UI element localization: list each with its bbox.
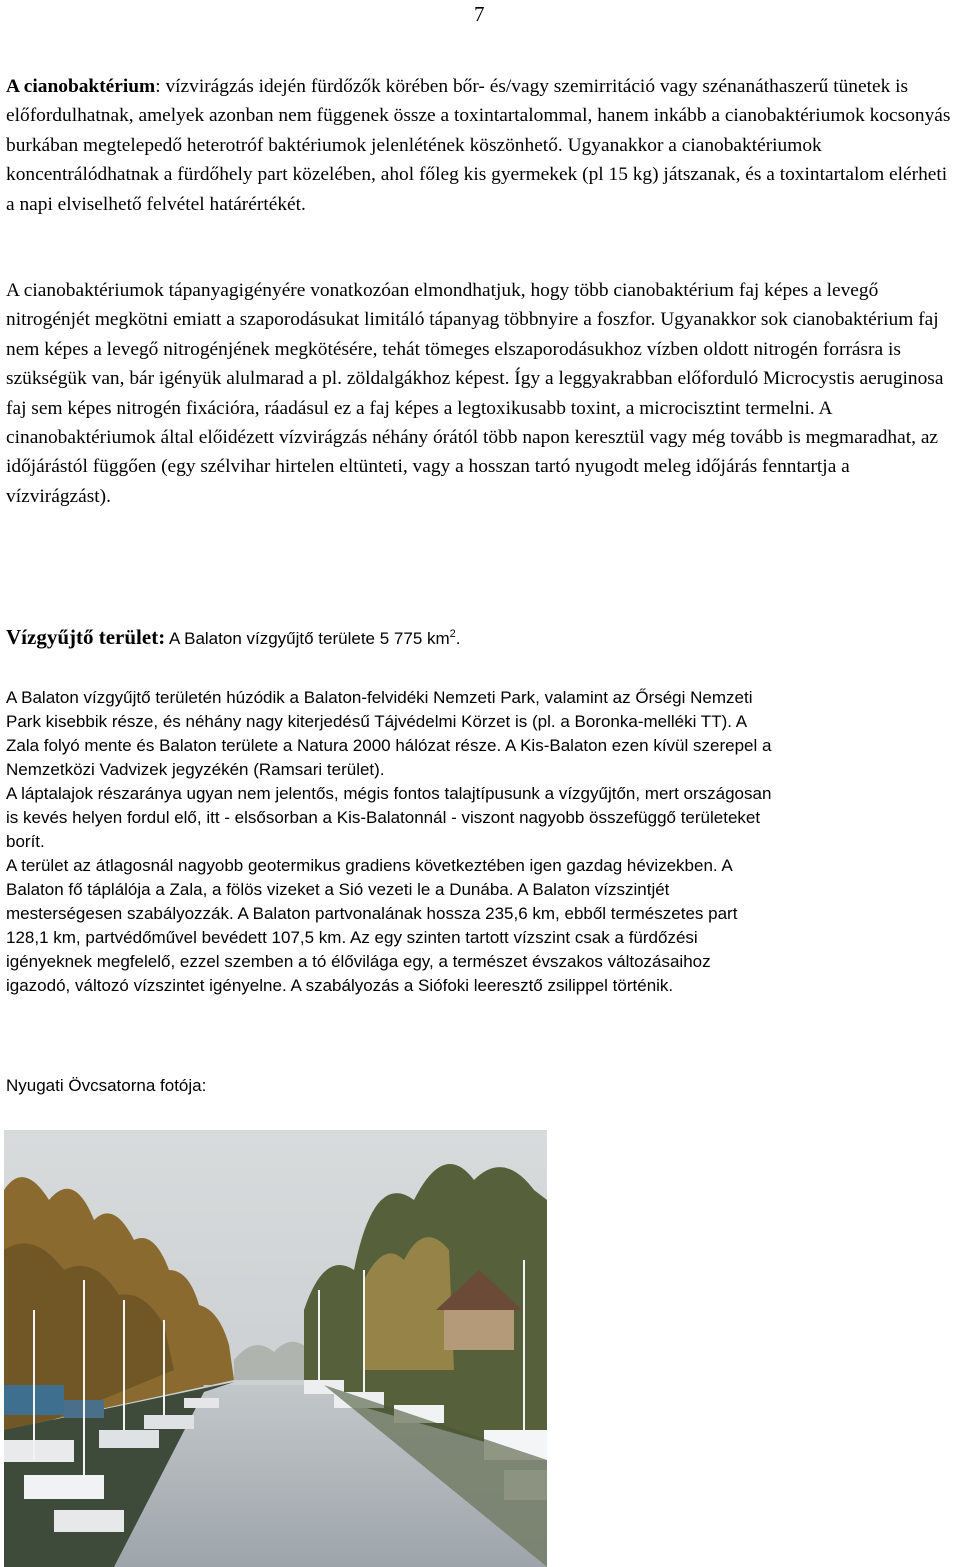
canal-photo	[4, 1130, 547, 1567]
catchment-heading-line	[6, 625, 956, 651]
catchment-end: .	[455, 629, 461, 648]
text-line: A terület az átlagosnál nagyobb geotermikus gradiens következtében igen gazdag hévizekben. A	[6, 856, 733, 875]
house	[444, 1305, 514, 1350]
page-number: 7	[474, 2, 485, 26]
text-line: Balaton fő táplálója a Zala, a fölös vizeket a Sió vezeti le a Dunába. A Balaton vízszintjét	[6, 880, 670, 899]
text-line: Zala folyó mente és Balaton területe a Natura 2000 hálózat része. A Kis-Balaton ezen kívül szerepel a	[6, 736, 772, 755]
text-line: borít.	[6, 832, 45, 851]
text-line: 128,1 km, partvédőművel bevédett 107,5 km. Az egy szinten tartott vízszint csak a fürdőzési	[6, 928, 698, 947]
canal-photo-illustration	[4, 1130, 547, 1567]
catchment-superscript: 2	[449, 628, 456, 640]
text-line: is kevés helyen fordul elő, itt - elsősorban a Kis-Balatonnál - viszont nagyobb összefüggő területeket	[6, 808, 761, 827]
paragraph-lead-term: A cianobaktérium	[6, 76, 156, 97]
photo-caption: Nyugati Övcsatorna fotója:	[6, 1076, 207, 1095]
paragraph-body: : vízvirágzás idején fürdőzők körében bőr- és/vagy szemirritáció vagy szénanáthaszerű tünetek is előfordulhatnak, amelyek azonban nem függenek össze a toxintartalommal, hanem inkább a cianobaktériumok kocsonyás burkában megtelepedő heterotróf baktériumok jelenlétének köszönhető. Ugyanakkor a cianobaktériumok koncentrálódhatnak a fürdőhely part közelében, ahol főleg kis gyermekek (pl 15 kg) játszanak, és a toxintartalom elérheti a napi elviselhető felvétel határértékét.	[6, 76, 951, 215]
text-line: A láptalajok részaránya ugyan nem jelentős, mégis fontos talajtípusunk a vízgyűjtőn, mert országosan	[6, 784, 772, 803]
text-line: igényeknek megfelelő, ezzel szemben a tó élővilága egy, a természet évszakos változásaihoz	[6, 952, 711, 971]
catchment-text: A Balaton vízgyűjtő területe 5 775 km	[165, 629, 450, 648]
text-line: A Balaton vízgyűjtő területén húzódik a Balaton-felvidéki Nemzeti Park, valamint az Őrségi Nemzeti	[6, 688, 753, 707]
paragraph-nutrients: A cianobaktériumok tápanyagigényére vonatkozóan elmondhatjuk, hogy több cianobaktérium faj képes a levegő nitrogénjét megkötni emiatt a szaporodásukat limitáló tápanyag többnyire a foszfor. Ugyanakkor sok cianobaktérium faj nem képes a levegő nitrogénjének megkötésére, tehát tömeges elszaporodásukhoz vízben oldott nitrogén forrásra is szükségük van, bár igényük alulmarad a pl. zöldalgákhoz képest. Így a leggyakrabban előforduló Microcystis aeruginosa faj sem képes nitrogén fixációra, ráadásul ez a faj képes a legtoxikusabb toxint, a microcisztint termelni. A cinanobaktériumok által előidézett vízvirágzás néhány órától több napon keresztül vagy még tovább is megmaradhat, az időjárástól függően (egy szélvihar hirtelen eltünteti, vagy a hosszan tartó nyugodt meleg időjárás fenntartja a vízvirágzást).	[6, 280, 944, 507]
text-line: Park kisebbik része, és néhány nagy kiterjedésű Tájvédelmi Körzet is (pl. a Boronka-melléki TT). A	[6, 712, 748, 731]
text-line: Nemzetközi Vadvizek jegyzékén (Ramsari terület).	[6, 760, 385, 779]
text-line: mesterségesen szabályozzák. A Balaton partvonalának hossza 235,6 km, ebből természetes part	[6, 904, 738, 923]
text-line: igazodó, változó vízszintet igényelne. A szabályozás a Siófoki leeresztő zsilippel történik.	[6, 976, 674, 995]
paragraph-cyanobacteria	[6, 72, 956, 219]
paragraph-catchment-details	[6, 686, 956, 998]
catchment-label: Vízgyűjtő terület:	[6, 625, 166, 649]
